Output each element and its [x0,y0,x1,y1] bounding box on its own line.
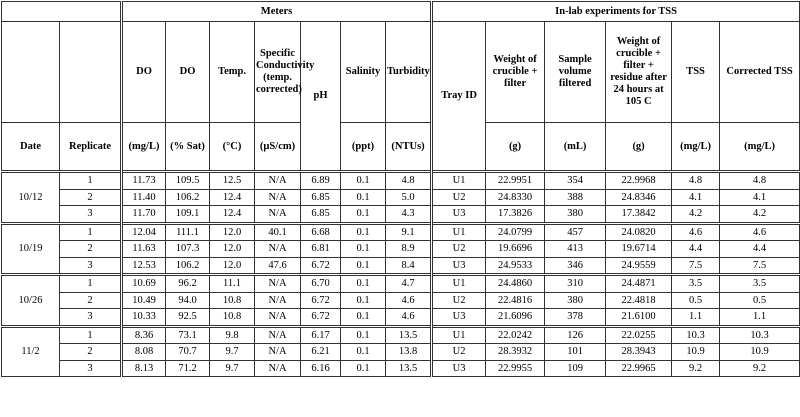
data-cell: 6.72 [301,292,341,309]
data-cell: 13.8 [386,344,432,361]
replicate-cell: 3 [60,257,122,275]
data-cell: 4.3 [386,206,432,224]
col-header: Corrected TSS [720,22,800,123]
data-cell: 4.6 [386,309,432,327]
table-row [2,172,800,190]
data-cell: U2 [432,241,486,258]
data-cell: N/A [255,172,301,190]
replicate-cell: 2 [60,344,122,361]
data-cell: 126 [545,326,606,344]
data-cell: 6.68 [301,223,341,241]
data-cell: 457 [545,223,606,241]
table-row [2,206,800,224]
table-row [2,344,800,361]
table-row [2,257,800,275]
data-cell: 6.16 [301,360,341,377]
data-cell: 10.9 [672,344,720,361]
unit-cell: (g) [486,123,545,172]
data-cell: 8.4 [386,257,432,275]
unit-cell: (mg/L) [672,123,720,172]
data-cell: U1 [432,326,486,344]
unit-cell: (ppt) [341,123,386,172]
table-row [2,326,800,344]
data-cell: 12.04 [122,223,166,241]
data-cell: 0.5 [672,292,720,309]
data-cell: 19.6696 [486,241,545,258]
col-header: DO [166,22,210,123]
data-cell: 71.2 [166,360,210,377]
data-cell: U2 [432,292,486,309]
data-cell: 109.1 [166,206,210,224]
data-cell: 10.33 [122,309,166,327]
replicate-cell: 1 [60,223,122,241]
data-cell: 4.1 [720,189,800,206]
data-cell: 101 [545,344,606,361]
data-cell: 9.1 [386,223,432,241]
data-cell: U2 [432,344,486,361]
data-cell: 388 [545,189,606,206]
data-cell: 9.7 [210,360,255,377]
data-cell: 4.8 [720,172,800,190]
data-cell: 4.6 [672,223,720,241]
data-cell: 24.9533 [486,257,545,275]
data-cell: 6.72 [301,309,341,327]
data-cell: 413 [545,241,606,258]
data-cell: 22.4816 [486,292,545,309]
data-cell: 4.7 [386,275,432,293]
data-cell: 7.5 [672,257,720,275]
data-cell: 4.4 [720,241,800,258]
data-cell: 24.9559 [606,257,672,275]
data-cell: 47.6 [255,257,301,275]
data-cell: 11.63 [122,241,166,258]
data-cell: 4.8 [386,172,432,190]
data-cell: 380 [545,206,606,224]
unit-cell: (µS/cm) [255,123,301,172]
col-header: Weight of crucible + filter [486,22,545,123]
data-cell: 111.1 [166,223,210,241]
data-cell: N/A [255,292,301,309]
data-cell: 4.8 [672,172,720,190]
data-cell: 10.8 [210,292,255,309]
data-cell: 0.5 [720,292,800,309]
table-row [2,189,800,206]
data-cell: 8.36 [122,326,166,344]
col-header: Sample volume filtered [545,22,606,123]
unit-cell: (mg/L) [122,123,166,172]
data-cell: 22.0255 [606,326,672,344]
data-cell: 378 [545,309,606,327]
data-cell: 10.69 [122,275,166,293]
data-cell: U3 [432,206,486,224]
data-cell: 107.3 [166,241,210,258]
table-row [2,223,800,241]
data-cell: 5.0 [386,189,432,206]
data-cell: 21.6100 [606,309,672,327]
data-cell: 24.4860 [486,275,545,293]
data-cell: 4.2 [672,206,720,224]
replicate-cell: 2 [60,241,122,258]
data-cell: 12.4 [210,189,255,206]
table-row [2,241,800,258]
unit-cell: (mg/L) [720,123,800,172]
unit-cell: (% Sat) [166,123,210,172]
date-cell: 11/2 [2,326,60,377]
data-cell: 22.0242 [486,326,545,344]
col-header: Turbidity [386,22,432,123]
replicate-cell: 3 [60,309,122,327]
col-header: Replicate [60,123,122,172]
data-cell: 0.1 [341,360,386,377]
data-cell: 92.5 [166,309,210,327]
data-cell: 0.1 [341,326,386,344]
tss-group-header: In-lab experiments for TSS [432,2,800,22]
data-cell: 12.0 [210,241,255,258]
data-cell: N/A [255,344,301,361]
replicate-cell: 2 [60,189,122,206]
data-cell: 24.8330 [486,189,545,206]
data-cell: 106.2 [166,257,210,275]
data-cell: 0.1 [341,257,386,275]
data-cell: N/A [255,275,301,293]
data-cell: N/A [255,206,301,224]
data-cell: 8.08 [122,344,166,361]
data-cell: 109 [545,360,606,377]
data-cell: 24.0820 [606,223,672,241]
data-cell: 0.1 [341,275,386,293]
data-cell: 1.1 [720,309,800,327]
col-header: Tray ID [432,22,486,172]
data-cell: 6.81 [301,241,341,258]
data-cell: 8.13 [122,360,166,377]
table-row [2,360,800,377]
data-cell: 12.5 [210,172,255,190]
data-cell: 0.1 [341,292,386,309]
data-cell: 17.3826 [486,206,545,224]
replicate-cell: 3 [60,206,122,224]
data-cell: 22.4818 [606,292,672,309]
data-cell: U2 [432,189,486,206]
data-cell: 11.70 [122,206,166,224]
data-cell: 0.1 [341,344,386,361]
data-cell: 8.9 [386,241,432,258]
blank-header-cell [2,2,122,22]
date-cell: 10/19 [2,223,60,275]
data-cell: 6.72 [301,257,341,275]
unit-cell: (NTUs) [386,123,432,172]
data-cell: 12.0 [210,257,255,275]
data-cell: U1 [432,172,486,190]
date-cell: 10/26 [2,275,60,327]
data-cell: U3 [432,309,486,327]
data-cell: 28.3932 [486,344,545,361]
unit-cell: (°C) [210,123,255,172]
data-cell: 9.2 [672,360,720,377]
data-cell: 0.1 [341,189,386,206]
data-cell: 380 [545,292,606,309]
table-row [2,309,800,327]
data-cell: 40.1 [255,223,301,241]
data-cell: 10.9 [720,344,800,361]
replicate-cell: 1 [60,326,122,344]
data-cell: U3 [432,360,486,377]
data-cell: 0.1 [341,309,386,327]
data-cell: N/A [255,326,301,344]
data-cell: 17.3842 [606,206,672,224]
data-cell: U1 [432,223,486,241]
data-cell: 96.2 [166,275,210,293]
col-header: Temp. [210,22,255,123]
data-cell: 4.4 [672,241,720,258]
data-cell: 6.89 [301,172,341,190]
data-cell: 6.21 [301,344,341,361]
data-cell: N/A [255,189,301,206]
data-cell: N/A [255,309,301,327]
data-cell: 0.1 [341,172,386,190]
data-cell: 11.40 [122,189,166,206]
data-cell: 6.85 [301,206,341,224]
data-cell: 9.2 [720,360,800,377]
data-cell: 4.2 [720,206,800,224]
col-header [2,22,60,123]
water-quality-table [1,1,800,377]
meters-group-header: Meters [122,2,432,22]
data-cell: N/A [255,241,301,258]
data-cell: 106.2 [166,189,210,206]
table-body [2,172,800,377]
unit-row [2,123,800,172]
data-cell: 28.3943 [606,344,672,361]
data-cell: 22.9955 [486,360,545,377]
data-cell: 9.7 [210,344,255,361]
replicate-cell: 1 [60,275,122,293]
data-cell: 4.6 [386,292,432,309]
data-cell: 10.3 [672,326,720,344]
data-cell: N/A [255,360,301,377]
column-header-row [2,22,800,123]
data-cell: U3 [432,257,486,275]
col-header: Salinity [341,22,386,123]
col-header: Specific Conductivity (temp. corrected) [255,22,301,123]
data-cell: 6.17 [301,326,341,344]
data-cell: 73.1 [166,326,210,344]
data-cell: 4.6 [720,223,800,241]
data-cell: 13.5 [386,360,432,377]
date-cell: 10/12 [2,172,60,224]
data-cell: 24.4871 [606,275,672,293]
col-header [60,22,122,123]
data-cell: 70.7 [166,344,210,361]
data-cell: 24.8346 [606,189,672,206]
data-cell: 11.1 [210,275,255,293]
data-cell: 13.5 [386,326,432,344]
data-cell: 0.1 [341,241,386,258]
data-cell: 22.9968 [606,172,672,190]
data-cell: 7.5 [720,257,800,275]
col-header: DO [122,22,166,123]
data-cell: 12.0 [210,223,255,241]
data-cell: 10.8 [210,309,255,327]
data-cell: 24.0799 [486,223,545,241]
data-cell: 6.85 [301,189,341,206]
col-header: TSS [672,22,720,123]
data-cell: 12.4 [210,206,255,224]
data-cell: 22.9965 [606,360,672,377]
data-cell: 11.73 [122,172,166,190]
col-header: Weight of crucible + filter + residue after 24 hours at 105 C [606,22,672,123]
data-cell: 346 [545,257,606,275]
data-cell: 21.6096 [486,309,545,327]
data-cell: 10.49 [122,292,166,309]
data-cell: 10.3 [720,326,800,344]
table-row [2,292,800,309]
replicate-cell: 3 [60,360,122,377]
data-cell: 0.1 [341,223,386,241]
data-cell: 4.1 [672,189,720,206]
data-cell: 354 [545,172,606,190]
unit-cell: (g) [606,123,672,172]
col-header: Date [2,123,60,172]
data-cell: 94.0 [166,292,210,309]
data-cell: 12.53 [122,257,166,275]
unit-cell: (mL) [545,123,606,172]
data-cell: 9.8 [210,326,255,344]
data-cell: 1.1 [672,309,720,327]
data-cell: 6.70 [301,275,341,293]
group-header-row [2,2,800,22]
data-cell: 19.6714 [606,241,672,258]
replicate-cell: 1 [60,172,122,190]
data-cell: U1 [432,275,486,293]
data-cell: 109.5 [166,172,210,190]
data-cell: 3.5 [672,275,720,293]
table-row [2,275,800,293]
col-header: pH [301,22,341,172]
data-cell: 0.1 [341,206,386,224]
data-cell: 310 [545,275,606,293]
data-cell: 3.5 [720,275,800,293]
replicate-cell: 2 [60,292,122,309]
data-cell: 22.9951 [486,172,545,190]
